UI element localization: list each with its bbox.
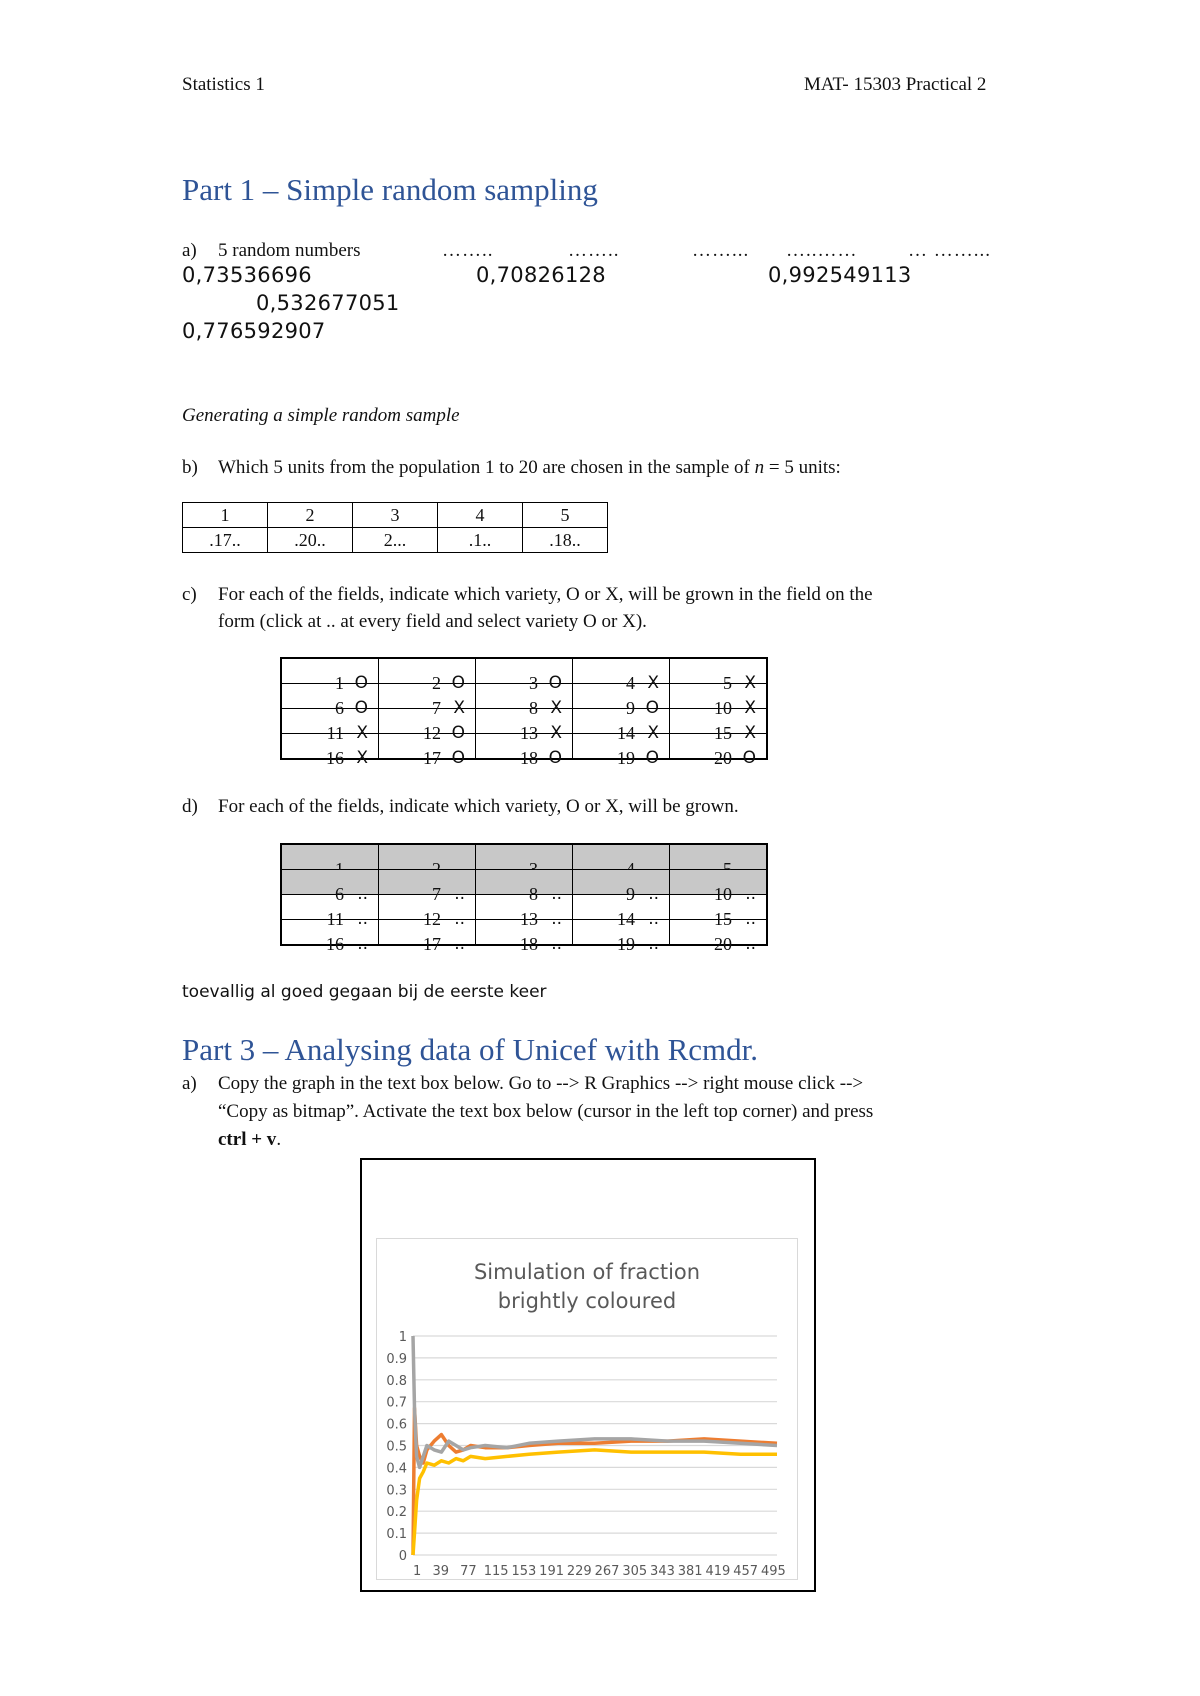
variety-select[interactable]: .. bbox=[745, 909, 756, 929]
variety-select[interactable]: .. bbox=[648, 909, 659, 929]
table-cell: 3 bbox=[353, 503, 438, 528]
y-tick-label: 1 bbox=[398, 1330, 407, 1345]
line-chart bbox=[377, 1239, 797, 1579]
variety-select[interactable]: .. bbox=[357, 884, 368, 904]
table-cell: 1 bbox=[183, 503, 268, 528]
variety-select[interactable]: X bbox=[550, 723, 562, 743]
field-cell[interactable] bbox=[476, 895, 573, 929]
part3-a-line3: ctrl + v. bbox=[218, 1129, 282, 1150]
chart-title-line1: Simulation of fraction bbox=[473, 1260, 701, 1284]
field-number: 15 bbox=[714, 723, 732, 743]
variety-select[interactable]: O bbox=[548, 673, 562, 693]
field-number: 10 bbox=[714, 884, 732, 904]
field-cell[interactable] bbox=[573, 658, 670, 693]
item-b-text: Which 5 units from the population 1 to 20 are chosen in the sample of n = 5 units: bbox=[218, 457, 841, 478]
part3-title: Part 3 – Analysing data of Unicef with Rcmdr. bbox=[182, 1032, 758, 1067]
subheading: Generating a simple random sample bbox=[182, 405, 460, 426]
y-tick-label: 0.1 bbox=[386, 1527, 407, 1543]
variety-select[interactable]: X bbox=[550, 698, 562, 718]
sample-table-header-row bbox=[183, 503, 608, 528]
variety-select[interactable]: .. bbox=[454, 909, 465, 929]
field-cell[interactable] bbox=[670, 709, 768, 743]
x-tick-label: 419 bbox=[705, 1564, 731, 1579]
variety-select[interactable]: .. bbox=[648, 884, 659, 904]
sample-table bbox=[182, 502, 608, 553]
field-cell[interactable] bbox=[281, 895, 379, 929]
chart-textbox[interactable] bbox=[360, 1158, 816, 1592]
field-number: 19 bbox=[617, 748, 635, 768]
field-cell[interactable] bbox=[379, 734, 476, 768]
field-number: 8 bbox=[529, 884, 538, 904]
field-cell[interactable] bbox=[476, 734, 573, 768]
sample-answer-field[interactable]: 2... bbox=[353, 528, 438, 553]
field-cell[interactable] bbox=[379, 920, 476, 954]
field-number: 16 bbox=[326, 748, 344, 768]
field-number: 3 bbox=[529, 673, 538, 693]
field-cell[interactable] bbox=[379, 684, 476, 718]
x-tick-label: 115 bbox=[483, 1564, 509, 1579]
random-number-4: 0,532677051 bbox=[256, 291, 400, 315]
field-number: 6 bbox=[335, 698, 344, 718]
item-d-label: d) bbox=[182, 796, 198, 817]
field-row bbox=[281, 734, 767, 760]
variety-select[interactable]: X bbox=[647, 723, 659, 743]
field-cell[interactable] bbox=[573, 684, 670, 718]
field-number: 17 bbox=[423, 748, 441, 768]
field-cell[interactable] bbox=[573, 870, 670, 904]
sample-answer-field[interactable]: .1.. bbox=[438, 528, 523, 553]
field-cell[interactable] bbox=[379, 658, 476, 693]
field-number: 11 bbox=[326, 909, 344, 929]
y-tick-label: 0.3 bbox=[386, 1483, 407, 1499]
field-cell[interactable] bbox=[670, 844, 768, 870]
field-cell[interactable] bbox=[670, 870, 768, 904]
header-right: MAT- 15303 Practical 2 bbox=[804, 74, 987, 95]
variety-select[interactable]: .. bbox=[357, 909, 368, 929]
field-cell[interactable] bbox=[476, 684, 573, 718]
field-cell[interactable] bbox=[281, 658, 379, 693]
field-number: 4 bbox=[626, 673, 635, 693]
variety-select[interactable]: .. bbox=[454, 884, 465, 904]
answer-dots-4: …..…… bbox=[786, 240, 858, 261]
field-cell[interactable] bbox=[670, 684, 768, 718]
y-tick-label: 0.7 bbox=[386, 1395, 407, 1411]
x-tick-label: 39 bbox=[432, 1564, 449, 1579]
field-cell[interactable] bbox=[573, 895, 670, 929]
sample-answer-field[interactable]: .18.. bbox=[523, 528, 608, 553]
field-cell[interactable] bbox=[379, 844, 476, 870]
field-cell[interactable] bbox=[476, 920, 573, 954]
field-cell[interactable] bbox=[670, 734, 768, 768]
field-number: 1 bbox=[335, 673, 344, 693]
variety-select[interactable]: X bbox=[647, 673, 659, 693]
field-row bbox=[281, 658, 767, 684]
field-cell[interactable] bbox=[379, 709, 476, 743]
table-cell: 5 bbox=[523, 503, 608, 528]
x-tick-label: 77 bbox=[460, 1564, 477, 1579]
x-tick-label: 267 bbox=[594, 1564, 620, 1579]
variety-select[interactable]: O bbox=[548, 748, 562, 768]
field-row bbox=[281, 870, 767, 895]
variety-select[interactable]: .. bbox=[454, 934, 465, 954]
part1-title: Part 1 – Simple random sampling bbox=[182, 172, 598, 207]
variety-select[interactable]: O bbox=[645, 698, 659, 718]
random-number-2: 0,70826128 bbox=[476, 263, 606, 287]
field-cell[interactable] bbox=[281, 734, 379, 768]
variety-select[interactable]: O bbox=[354, 673, 368, 693]
field-cell[interactable] bbox=[573, 920, 670, 954]
x-tick-label: 495 bbox=[760, 1564, 786, 1579]
sample-table-value-row bbox=[183, 528, 608, 553]
y-tick-label: 0.4 bbox=[386, 1461, 407, 1477]
item-a-label: a) bbox=[182, 240, 197, 261]
variety-select[interactable]: O bbox=[742, 748, 756, 768]
random-number-3: 0,992549113 bbox=[768, 263, 912, 287]
part3-a-label: a) bbox=[182, 1073, 197, 1094]
field-number: 19 bbox=[617, 934, 635, 954]
variety-select[interactable]: O bbox=[451, 723, 465, 743]
y-tick-label: 0.5 bbox=[386, 1439, 407, 1455]
field-cell[interactable] bbox=[281, 844, 379, 870]
variety-select[interactable]: O bbox=[451, 673, 465, 693]
x-tick-label: 381 bbox=[677, 1564, 703, 1579]
chart-title-line2: brightly coloured bbox=[497, 1289, 677, 1313]
answer-dots-2: …….. bbox=[568, 240, 620, 261]
field-cell[interactable] bbox=[573, 844, 670, 870]
table-cell: 4 bbox=[438, 503, 523, 528]
random-number-5: 0,776592907 bbox=[182, 319, 326, 343]
field-cell[interactable] bbox=[670, 895, 768, 929]
field-cell[interactable] bbox=[573, 709, 670, 743]
x-tick-label: 343 bbox=[650, 1564, 675, 1579]
field-cell[interactable] bbox=[379, 870, 476, 904]
item-a-text: 5 random numbers bbox=[218, 240, 361, 261]
field-cell[interactable] bbox=[281, 920, 379, 954]
field-number: 15 bbox=[714, 909, 732, 929]
field-number: 13 bbox=[520, 909, 538, 929]
variety-select[interactable]: X bbox=[744, 673, 756, 693]
variety-select[interactable]: .. bbox=[648, 934, 659, 954]
part3-a-line1: Copy the graph in the text box below. Go to --> R Graphics --> right mouse click --> bbox=[218, 1073, 864, 1094]
field-number: 18 bbox=[520, 748, 538, 768]
variety-select[interactable]: O bbox=[645, 748, 659, 768]
x-tick-label: 191 bbox=[539, 1564, 565, 1579]
field-number: 17 bbox=[423, 934, 441, 954]
x-tick-label: 1 bbox=[413, 1564, 422, 1579]
item-c-text-line1: For each of the fields, indicate which variety, O or X, will be grown in the field on the bbox=[218, 584, 873, 605]
y-tick-label: 0.9 bbox=[386, 1351, 407, 1367]
field-row bbox=[281, 920, 767, 946]
variety-select[interactable]: O bbox=[451, 748, 465, 768]
field-row bbox=[281, 684, 767, 709]
field-number: 14 bbox=[617, 909, 635, 929]
field-number: 12 bbox=[423, 723, 441, 743]
variety-select[interactable]: .. bbox=[745, 884, 756, 904]
series-line-3 bbox=[413, 1450, 777, 1555]
variety-select[interactable]: X bbox=[744, 698, 756, 718]
field-number: 13 bbox=[520, 723, 538, 743]
variety-select[interactable]: .. bbox=[745, 934, 756, 954]
field-number: 18 bbox=[520, 934, 538, 954]
field-cell[interactable] bbox=[476, 658, 573, 693]
fields-table-c bbox=[280, 657, 768, 768]
field-number: 16 bbox=[326, 934, 344, 954]
field-number: 9 bbox=[626, 884, 635, 904]
field-cell[interactable] bbox=[670, 658, 768, 693]
field-cell[interactable] bbox=[281, 870, 379, 904]
field-number: 2 bbox=[432, 673, 441, 693]
field-number: 6 bbox=[335, 884, 344, 904]
y-tick-label: 0.6 bbox=[386, 1417, 407, 1433]
field-cell[interactable] bbox=[573, 734, 670, 768]
header-left: Statistics 1 bbox=[182, 74, 265, 95]
field-number: 14 bbox=[617, 723, 635, 743]
x-tick-label: 229 bbox=[566, 1564, 592, 1579]
variety-select[interactable]: X bbox=[356, 748, 368, 768]
field-cell[interactable] bbox=[670, 920, 768, 954]
sample-answer-field[interactable]: .20.. bbox=[268, 528, 353, 553]
field-number: 9 bbox=[626, 698, 635, 718]
field-row bbox=[281, 709, 767, 734]
field-number: 7 bbox=[432, 698, 441, 718]
chart-area bbox=[376, 1238, 798, 1580]
item-c-label: c) bbox=[182, 584, 197, 605]
y-tick-label: 0.8 bbox=[386, 1373, 407, 1389]
x-tick-label: 153 bbox=[511, 1564, 537, 1579]
variety-select[interactable]: .. bbox=[357, 934, 368, 954]
field-cell[interactable] bbox=[476, 870, 573, 904]
field-row bbox=[281, 844, 767, 870]
table-cell: 2 bbox=[268, 503, 353, 528]
variety-select[interactable]: X bbox=[453, 698, 465, 718]
part3-a-line2: “Copy as bitmap”. Activate the text box below (cursor in the left top corner) and press bbox=[218, 1101, 874, 1122]
random-number-1: 0,73536696 bbox=[182, 263, 312, 287]
field-number: 7 bbox=[432, 884, 441, 904]
field-number: 12 bbox=[423, 909, 441, 929]
field-number: 11 bbox=[326, 723, 344, 743]
field-cell[interactable] bbox=[476, 709, 573, 743]
note-text: toevallig al goed gegaan bij de eerste keer bbox=[182, 982, 547, 1002]
answer-dots-5: … ……... bbox=[908, 240, 991, 261]
field-cell[interactable] bbox=[476, 844, 573, 870]
variety-select[interactable]: O bbox=[354, 698, 368, 718]
field-number: 20 bbox=[714, 748, 732, 768]
field-number: 20 bbox=[714, 934, 732, 954]
fields-table-d bbox=[280, 843, 768, 954]
field-cell[interactable] bbox=[281, 684, 379, 718]
field-cell[interactable] bbox=[281, 709, 379, 743]
sample-answer-field[interactable]: .17.. bbox=[183, 528, 268, 553]
x-tick-label: 457 bbox=[733, 1564, 759, 1579]
variety-select[interactable]: .. bbox=[551, 884, 562, 904]
variety-select[interactable]: X bbox=[356, 723, 368, 743]
field-number: 8 bbox=[529, 698, 538, 718]
variety-select[interactable]: X bbox=[744, 723, 756, 743]
item-c-text-line2: form (click at .. at every field and select variety O or X). bbox=[218, 611, 647, 632]
answer-dots-1: …….. bbox=[442, 240, 494, 261]
field-row bbox=[281, 895, 767, 920]
field-number: 5 bbox=[723, 673, 732, 693]
y-tick-label: 0 bbox=[398, 1549, 407, 1564]
field-number: 10 bbox=[714, 698, 732, 718]
field-cell[interactable] bbox=[379, 895, 476, 929]
answer-dots-3: ……... bbox=[692, 240, 750, 261]
item-d-text: For each of the fields, indicate which variety, O or X, will be grown. bbox=[218, 796, 739, 817]
y-tick-label: 0.2 bbox=[386, 1505, 407, 1521]
item-b-label: b) bbox=[182, 457, 198, 478]
variety-select[interactable]: .. bbox=[551, 909, 562, 929]
variety-select[interactable]: .. bbox=[551, 934, 562, 954]
x-tick-label: 305 bbox=[622, 1564, 648, 1579]
